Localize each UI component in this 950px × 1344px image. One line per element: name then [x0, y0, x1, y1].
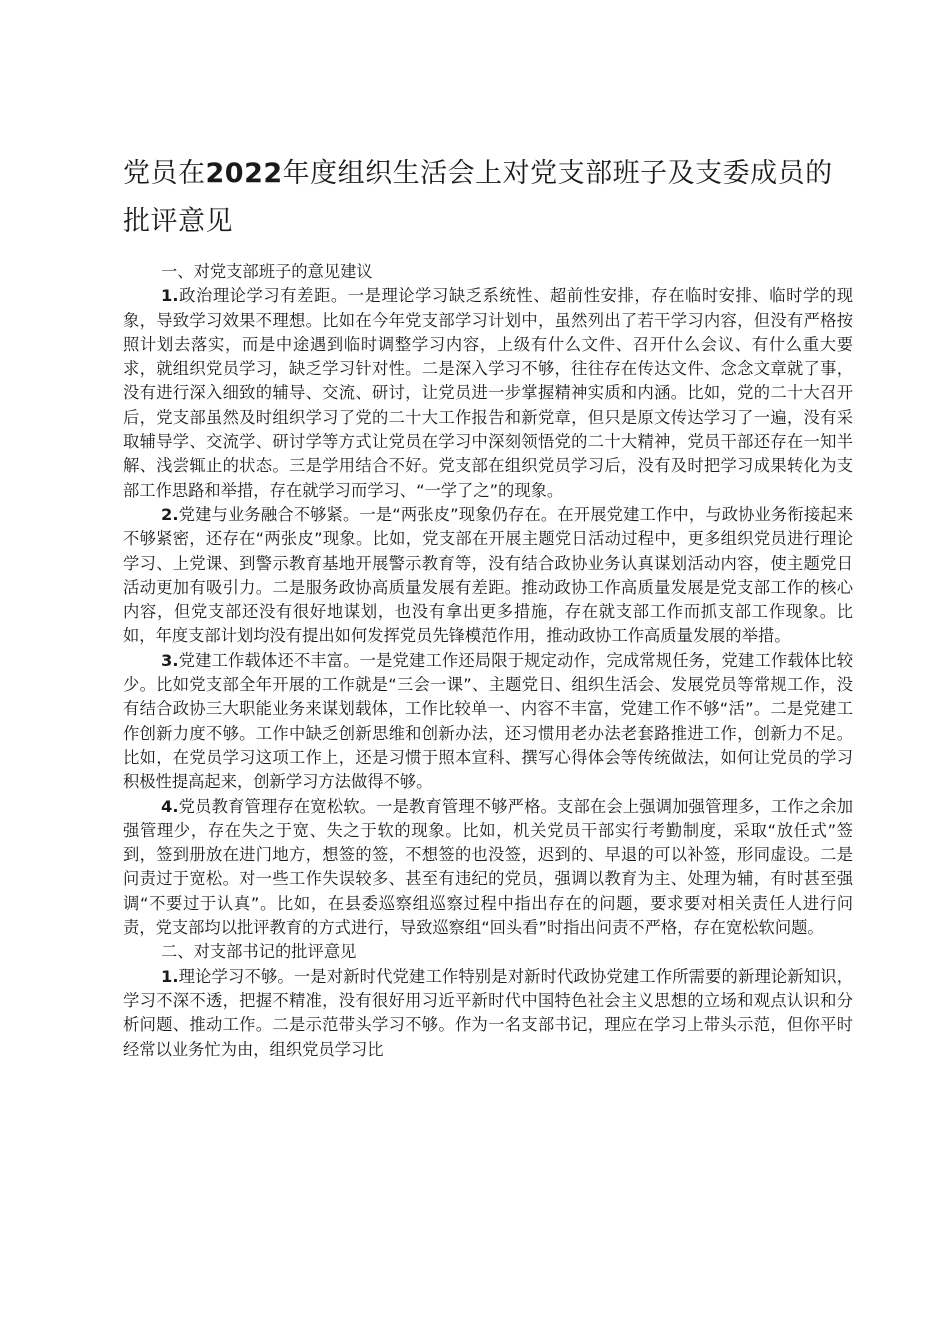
- title-year: 2022: [205, 158, 283, 189]
- item-number: 4.: [161, 796, 179, 816]
- item-text: 党员教育管理存在宽松软。一是教育管理不够严格。支部在会上强调加强管理多，工作之余加强管理少，存在失之于宽、失之于软的现象。比如，机关党员干部实行考勤制度，采取“放任式”签到，签到册放在进门地方，想签的签，不想签的也没签，迟到的、早退的可以补签，形同虚设。二是问责过于宽松。对一些工作失误较多、甚至有违纪的党员，强调以教育为主、处理为辅，有时甚至强调“不要过于认真”。比如，在县委巡察组巡察过程中指出存在的问题，要求要对相关责任人进行问责，党支部均以批评教育的方式进行，导致巡察组“回头看”时指出问责不严格，存在宽松软问题。: [123, 796, 853, 938]
- item-text: 政治理论学习有差距。一是理论学习缺乏系统性、超前性安排，存在临时安排、临时学的现象，导致学习效果不理想。比如在今年党支部学习计划中，虽然列出了若干学习内容，但没有严格按照计划去落实，而是中途遇到临时调整学习内容，上级有什么文件、召开什么会议、有什么重大要求，就组织党员学习，缺乏学习针对性。二是深入学习不够，往往存在传达文件、念念文章就了事，没有进行深入细致的辅导、交流、研讨，让党员进一步掌握精神实质和内涵。比如，党的二十大召开后，党支部虽然及时组织学习了党的二十大工作报告和新党章，但只是原文传达学习了一遍，没有采取辅导学、交流学、研讨学等方式让党员在学习中深刻领悟党的二十大精神，党员干部还存在一知半解、浅尝辄止的状态。三是学用结合不好。党支部在组织党员学习后，没有及时把学习成果转化为支部工作思路和举措，存在就学习而学习、“一学了之”的现象。: [123, 286, 853, 500]
- section2-item-1: [123, 965, 853, 1062]
- section1-item-1: [123, 284, 853, 503]
- document-page: [123, 150, 853, 1062]
- item-number: 1.: [161, 966, 179, 986]
- title-part1: 党员在: [123, 158, 206, 189]
- section1-item-3: [123, 649, 853, 795]
- item-text: 党建与业务融合不够紧。一是“两张皮”现象仍存在。在开展党建工作中，与政协业务衔接起来不够紧密，还存在“两张皮”现象。比如，党支部在开展主题党日活动过程中，更多组织党员进行理论学习、上党课、到警示教育基地开展警示教育等，没有结合政协业务认真谋划活动内容，使主题党日活动更加有吸引力。二是服务政协高质量发展有差距。推动政协工作高质量发展是党支部工作的核心内容，但党支部还没有很好地谋划，也没有拿出更多措施，存在就支部工作而抓支部工作现象。比如，年度支部计划均没有提出如何发挥党员先锋模范作用，推动政协工作高质量发展的举措。: [123, 504, 853, 646]
- item-number: 3.: [161, 650, 179, 670]
- item-number: 2.: [161, 504, 179, 524]
- section2-heading: 二、对支部书记的批评意见: [161, 942, 357, 962]
- section1-item-4: [123, 795, 853, 941]
- item-text: 理论学习不够。一是对新时代党建工作特别是对新时代政协党建工作所需要的新理论新知识，学习不深不透，把握不精准，没有很好用习近平新时代中国特色社会主义思想的立场和观点认识和分析问题、推动工作。二是示范带头学习不够。作为一名支部书记，理应在学习上带头示范，但你平时经常以业务忙为由，组织党员学习比: [123, 966, 853, 1059]
- section1-item-2: [123, 503, 853, 649]
- item-text: 党建工作载体还不丰富。一是党建工作还局限于规定动作，完成常规任务，党建工作载体比较少。比如党支部全年开展的工作就是“三会一课”、主题党日、组织生活会、发展党员等常规工作，没有结合政协三大职能业务来谋划载体，工作比较单一、内容不丰富，党建工作不够“活”。二是党建工作创新力度不够。工作中缺乏创新思维和创新办法，还习惯用老办法老套路推进工作，创新力不足。比如，在党员学习这项工作上，还是习惯于照本宣科、撰写心得体会等传统做法，如何让党员的学习积极性提高起来，创新学习方法做得不够。: [123, 650, 853, 792]
- section1-heading: 一、对党支部班子的意见建议: [161, 262, 373, 281]
- item-number: 1.: [161, 286, 179, 306]
- title-part2: 年度组织生活会上对党支部班子及支委成员的批评意见: [123, 158, 833, 237]
- document-title: [123, 150, 853, 246]
